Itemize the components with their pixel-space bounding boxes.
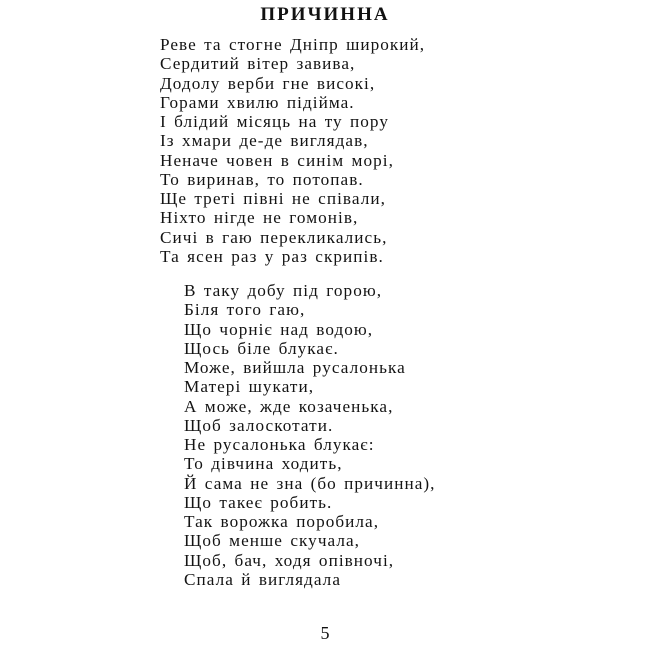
poem-title: ПРИЧИННА (260, 4, 390, 25)
poem-line: Спала й виглядала (184, 569, 341, 589)
poem-line: В таку добу під горою, (184, 281, 383, 300)
poem-line: Матері шукати, (184, 377, 315, 397)
poem-line: То дівчина ходить, (184, 454, 343, 474)
poem-line: Ніхто нігде не гомонів, (160, 208, 359, 228)
poem-line: Та ясен раз у раз скрипів. (160, 246, 384, 266)
poem-line: Щоб залоскотати. (184, 415, 334, 435)
poem-line: Щоб, бач, ходя опівночі, (184, 550, 395, 570)
poem-line: Реве та стогне Дніпр широкий, (160, 35, 426, 54)
poem-line: Сердитий вітер завива, (160, 54, 356, 74)
poem-line: А може, жде козаченька, (184, 396, 394, 416)
poem-line: Й сама не зна (бо причинна), (184, 473, 436, 493)
poem-line: Може, вийшла русалонька (184, 358, 406, 377)
poem-line: Що такеє робить. (184, 492, 333, 512)
stanza-1 (160, 35, 425, 266)
poem-line: Сичі в гаю перекликались, (160, 227, 388, 247)
poem-line: Щоб менше скучала, (184, 531, 360, 551)
poem-line: Додолу верби гне високі, (160, 73, 376, 93)
poem-line: Ще треті півні не співали, (160, 189, 386, 208)
poem-line: Неначе човен в синім морі, (160, 150, 394, 170)
page-number: 5 (320, 623, 330, 643)
poem-line: Біля того гаю, (184, 300, 306, 320)
stanza-2 (184, 281, 436, 589)
poem-line: Горами хвилю підійма. (160, 92, 355, 112)
poem-line: Так ворожка поробила, (184, 512, 380, 531)
poem-line: Із хмари де-де виглядав, (160, 131, 369, 151)
poem-line: І блідий місяць на ту пору (160, 112, 389, 131)
poem-line: Що чорніє над водою, (184, 319, 374, 339)
poem-line: Не русалонька блукає: (184, 435, 375, 454)
poem-line: То виринав, то потопав. (160, 169, 364, 189)
poem-line: Щось біле блукає. (184, 338, 339, 358)
